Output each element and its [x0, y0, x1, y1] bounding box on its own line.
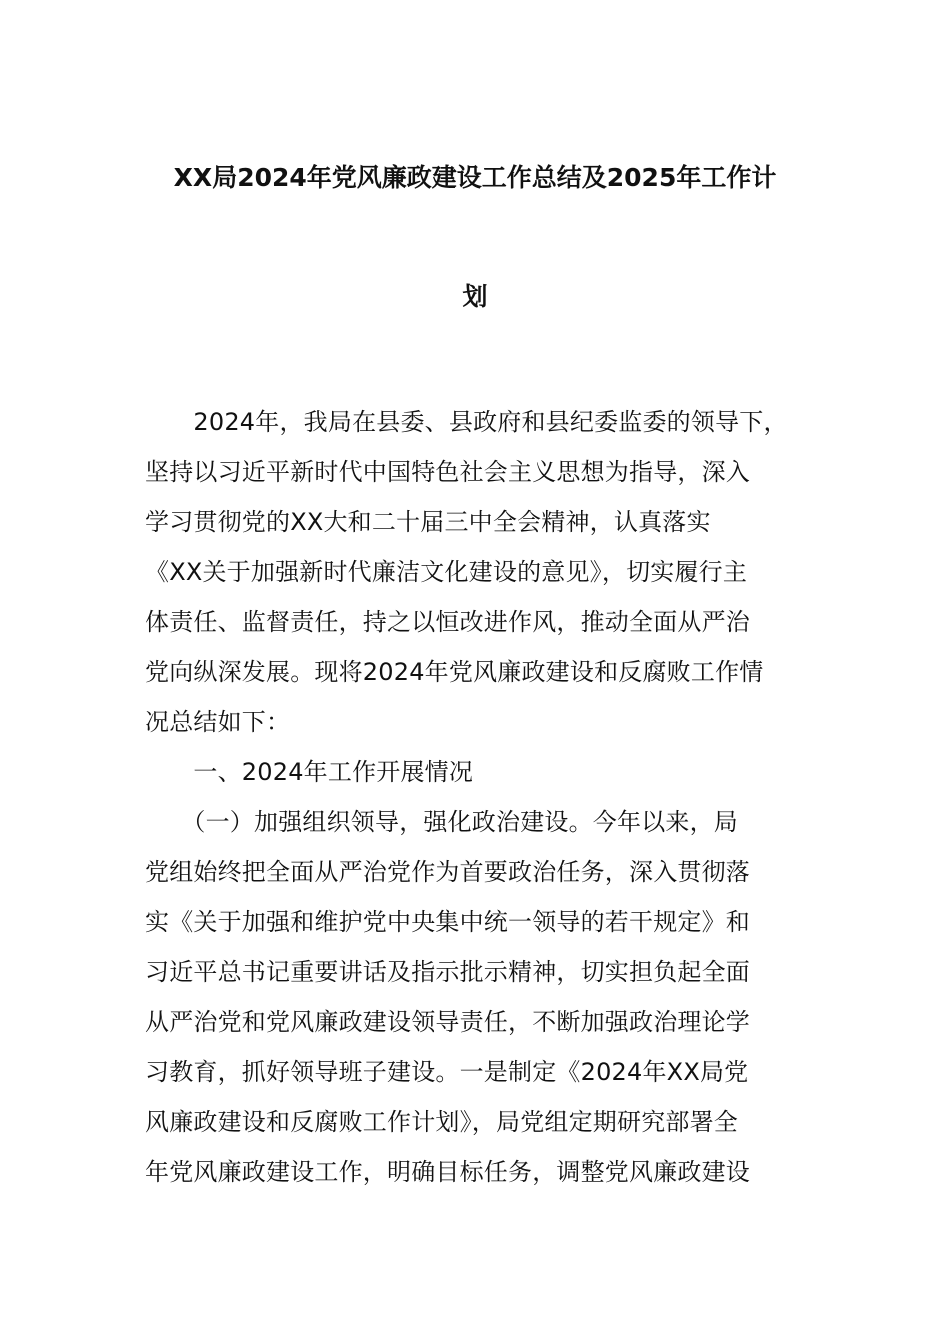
- subsection-heading-line: （一）加强组织领导，强化政治建设。今年以来，局: [145, 808, 738, 836]
- paragraph-line: 实《关于加强和维护党中央集中统一领导的若干规定》和: [145, 908, 750, 936]
- paragraph-line: 习近平总书记重要讲话及指示批示精神，切实担负起全面: [145, 958, 750, 986]
- document-title-line-1: XX局2024年党风廉政建设工作总结及2025年工作计: [173, 163, 777, 192]
- document-title-line-2: 划: [462, 282, 488, 311]
- paragraph-line: 风廉政建设和反腐败工作计划》，局党组定期研究部署全: [145, 1108, 738, 1136]
- paragraph-line: 党组始终把全面从严治党作为首要政治任务，深入贯彻落: [145, 858, 750, 886]
- paragraph-line: 2024年，我局在县委、县政府和县纪委监委的领导下，: [145, 408, 788, 436]
- paragraph-line: 坚持以习近平新时代中国特色社会主义思想为指导，深入: [145, 458, 750, 486]
- paragraph-line: 党向纵深发展。现将2024年党风廉政建设和反腐败工作情: [145, 658, 764, 686]
- paragraph-line: 习教育，抓好领导班子建设。一是制定《2024年XX局党: [145, 1058, 749, 1086]
- paragraph-line: 《XX关于加强新时代廉洁文化建设的意见》，切实履行主: [145, 558, 748, 586]
- section-heading: 一、2024年工作开展情况: [145, 758, 474, 786]
- paragraph-line: 年党风廉政建设工作，明确目标任务，调整党风廉政建设: [145, 1158, 750, 1186]
- paragraph-line: 从严治党和党风廉政建设领导责任，不断加强政治理论学: [145, 1008, 750, 1036]
- paragraph-line: 学习贯彻党的XX大和二十届三中全会精神，认真落实: [145, 508, 711, 536]
- paragraph-line: 体责任、监督责任，持之以恒改进作风，推动全面从严治: [145, 608, 750, 636]
- paragraph-line: 况总结如下：: [145, 708, 291, 736]
